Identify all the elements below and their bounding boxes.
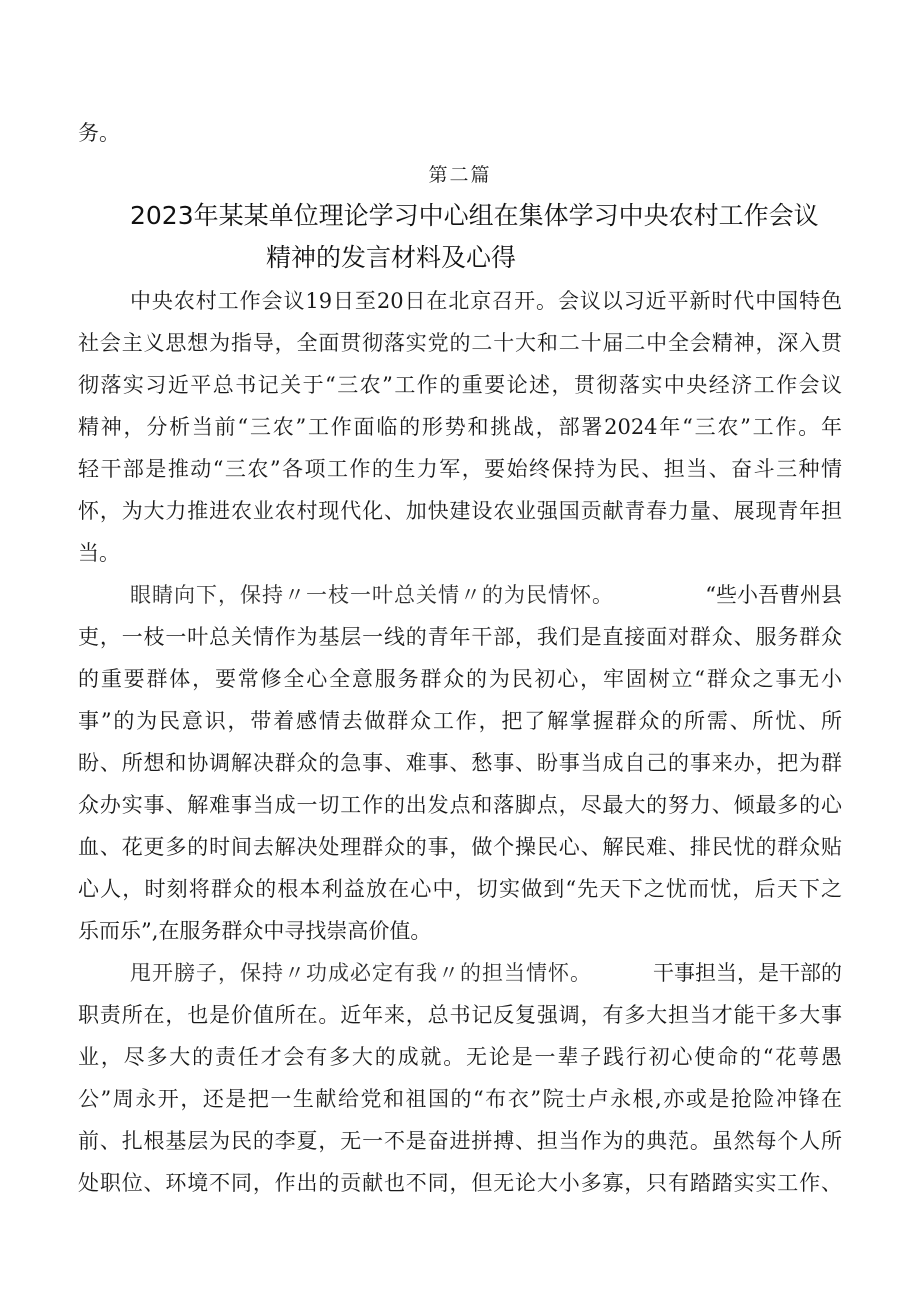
paragraph-1-line: 怀，为大力推进农业农村现代化、加快建设农业强国贡献青春力量、展现青年担 xyxy=(78,499,842,523)
paragraph-1-line: 彻落实习近平总书记关于“三农”工作的重要论述，贯彻落实中央经济工作会议 xyxy=(78,373,842,397)
paragraph-1-line: 社会主义思想为指导，全面贯彻落实党的二十大和二十届二中全会精神，深入贯 xyxy=(78,331,842,355)
paragraph-3-line: 处职位、环境不同，作出的贡献也不同，但无论大小多寡，只有踏踏实实工作、 xyxy=(78,1171,842,1195)
paragraph-1-line: 精神，分析当前“三农”工作面临的形势和挑战，部署2024年“三农”工作。年 xyxy=(78,415,842,439)
paragraph-2-first-rest: “些小吾曹州县 xyxy=(705,583,842,607)
paragraph-2-lead: 眼睛向下，保持〃一枝一叶总关情〃的为民情怀。 xyxy=(130,583,614,607)
paragraph-2-line: 众办实事、解难事当成一切工作的出发点和落脚点，尽最大的努力、倾最多的心 xyxy=(78,793,842,817)
paragraph-3-line: 前、扎根基层为民的李夏，无一不是奋进拼搏、担当作为的典范。虽然每个人所 xyxy=(78,1129,842,1153)
paragraph-3-line: 业，尽多大的责任才会有多大的成就。无论是一辈子践行初心使命的“花萼愚 xyxy=(78,1045,842,1069)
paragraph-2-line: 的重要群体，要常修全心全意服务群众的为民初心，牢固树立“群众之事无小 xyxy=(78,667,842,691)
paragraph-3-first-line xyxy=(130,958,842,988)
paragraph-2-line: 事”的为民意识，带着感情去做群众工作，把了解掌握群众的所需、所忧、所 xyxy=(78,709,842,733)
paragraph-1-line: 轻干部是推动“三农”各项工作的生力军，要始终保持为民、担当、奋斗三种情 xyxy=(78,457,842,481)
paragraph-2-line: 血、花更多的时间去解决处理群众的事，做个操民心、解民难、排民忧的群众贴 xyxy=(78,835,842,859)
paragraph-3-line: 职责所在，也是价值所在。近年来，总书记反复强调，有多大担当才能干多大事 xyxy=(78,1003,842,1027)
paragraph-2-line: 吏，一枝一叶总关情作为基层一线的青年干部，我们是直接面对群众、服务群众 xyxy=(78,625,842,649)
paragraph-1-line: 中央农村工作会议19日至20日在北京召开。会议以习近平新时代中国特色 xyxy=(130,289,842,313)
title-line-2: 精神的发言材料及心得 xyxy=(266,243,517,272)
paragraph-2-line: 心人，时刻将群众的根本利益放在心中，切实做到“先天下之忧而忧，后天下之 xyxy=(78,877,842,901)
top-fragment: 务。 xyxy=(78,121,120,145)
paragraph-3-line: 公”周永开，还是把一生献给党和祖国的“布衣”院士卢永根,亦或是抢险冲锋在 xyxy=(78,1087,842,1111)
paragraph-2-first-line xyxy=(130,580,842,610)
section-label: 第二篇 xyxy=(428,164,492,186)
paragraph-3-lead: 甩开膀子，保持〃功成必定有我〃的担当情怀。 xyxy=(130,961,592,985)
paragraph-3-first-rest: 干事担当，是干部的 xyxy=(653,961,842,985)
paragraph-1-line: 当。 xyxy=(78,541,120,565)
paragraph-2-line: 乐而乐”,在服务群众中寻找崇高价值。 xyxy=(78,919,432,943)
paragraph-2-line: 盼、所想和协调解决群众的急事、难事、愁事、盼事当成自己的事来办，把为群 xyxy=(78,751,842,775)
title-line-1: 2023年某某单位理论学习中心组在集体学习中央农村工作会议 xyxy=(130,201,819,230)
